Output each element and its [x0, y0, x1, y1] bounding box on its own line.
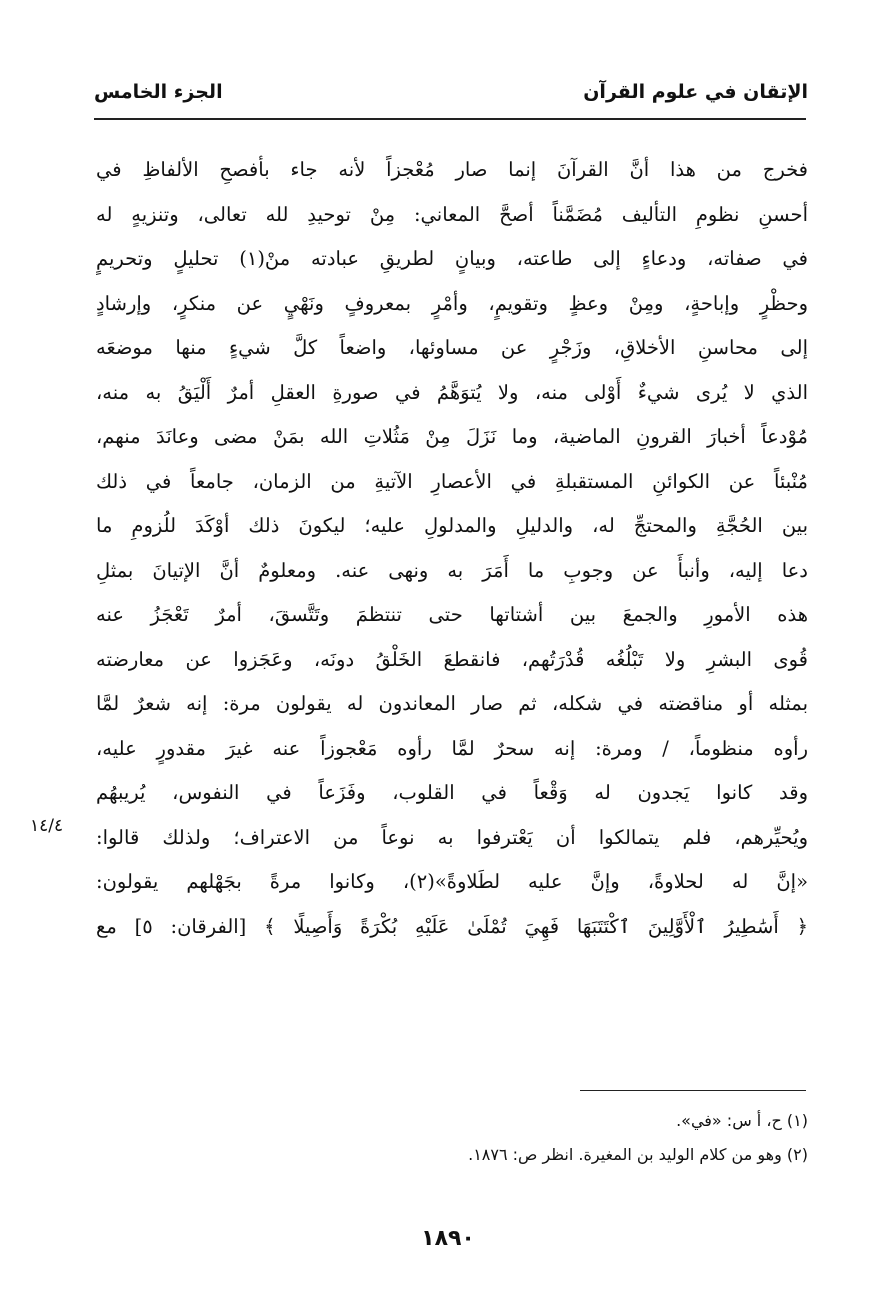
- margin-reference: ١٤/٤: [30, 816, 64, 836]
- text-line: فخرج من هذا أنَّ القرآنَ إنما صار مُعْجزاً لأنه جاء بأفصحِ الألفاظِ في: [96, 158, 808, 181]
- footnotes: [300, 1104, 808, 1172]
- text-line: وحظْرٍ وإباحةٍ، ومِنْ وعظٍ وتقويمٍ، وأمْرٍ بمعروفٍ ونَهْيٍ عن منكرٍ، وإرشادٍ: [96, 291, 808, 315]
- text-line: أحسنِ نظومِ التأليف مُضَمَّناً أصحَّ المعاني: مِنْ توحيدِ لله تعالى، وتنزيهٍ له: [96, 202, 808, 226]
- page-number: ١٨٩٠: [421, 1226, 475, 1251]
- footnote: (٢) وهو من كلام الوليد بن المغيرة. انظر ص: ١٨٧٦.: [468, 1145, 808, 1164]
- text-line: دعا إليه، وأنبأَ عن وجوبِ ما أَمَرَ به ونهى عنه. ومعلومٌ أنَّ الإتيانَ بمثلِ: [96, 558, 808, 582]
- text-line: قُوى البشرِ ولا تَبْلُغُه قُدْرَتُهم، فانقطعَ الخَلْقُ دونَه، وعَجَزوا عن معارضته: [96, 647, 808, 671]
- header-rule: [94, 118, 806, 120]
- text-line: مُنْبئاً عن الكوائنِ المستقبلةِ في الأعصارِ الآتيةِ من الزمان، جامعاً في ذلك: [96, 469, 808, 493]
- quran-verse-line: ﴿ أَسَٰطِيرُ ٱلْأَوَّلِينَ ٱكْتَتَبَهَا فَهِيَ تُمْلَىٰ عَلَيْهِ بُكْرَةً وَأَصِيلًا ﴾ [الفرقان: ٥] مع: [96, 914, 808, 938]
- text-line: الذي لا يُرى شيءٌ أَوْلى منه، ولا يُتوَهَّمُ في صورةِ العقلِ أمرٌ أَلْيَقُ به منه،: [96, 380, 808, 404]
- text-line: وقد كانوا يَجدون له وَقْعاً في القلوب، وفَزَعاً في النفوس، يُريبهُم: [96, 781, 808, 804]
- text-line: بين الحُجَّةِ والمحتجِّ له، والدليلِ والمدلولِ عليه؛ ليكونَ ذلك أوْكَدَ للُزومِ ما: [96, 514, 808, 537]
- part-label: الجزء الخامس: [94, 81, 223, 103]
- footnote-rule: [580, 1090, 806, 1091]
- main-text: [96, 148, 808, 949]
- text-line: «إنَّ له لحلاوةً، وإنَّ عليه لطَلاوةً»(٢)، وكانوا مرةً بجَهْلهم يقولون:: [96, 870, 808, 893]
- text-line: مُوْدعاً أخبارَ القرونِ الماضية، وما نَزَلَ مِنْ مَثُلاتِ الله بمَنْ مضى وعانَدَ منهم،: [96, 425, 808, 448]
- text-line: في صفاته، ودعاءٍ إلى طاعته، وبيانٍ لطريقِ عبادته منْ(١) تحليلٍ وتحريمٍ: [96, 247, 808, 270]
- footnote: (١) ح، أ س: «في».: [676, 1111, 808, 1130]
- text-line: هذه الأمورِ والجمعَ بين أشتاتها حتى تنتظمَ وتَتَّسقَ، أمرٌ تَعْجَزُ عنه: [96, 603, 808, 626]
- text-line: رأوه منظوماً، / ومرة: إنه سحرٌ لمَّا رأوه مَعْجوزاً عنه غيرَ مقدورٍ عليه،: [96, 736, 808, 760]
- text-line: بمثله أو مناقضته في شكله، ثم صار المعاندون له يقولون مرة: إنه شعرٌ لمَّا: [96, 692, 808, 715]
- book-title: الإتقان في علوم القرآن: [583, 81, 808, 103]
- text-line: ويُحيِّرهم، فلم يتمالكوا أن يَعْترفوا به نوعاً من الاعتراف؛ ولذلك قالوا:: [96, 825, 808, 849]
- running-header: [94, 70, 808, 114]
- text-line: إلى محاسنِ الأخلاقِ، وزَجْرٍ عن مساوئها، واضعاً كلَّ شيءٍ منها موضعَه: [96, 336, 808, 359]
